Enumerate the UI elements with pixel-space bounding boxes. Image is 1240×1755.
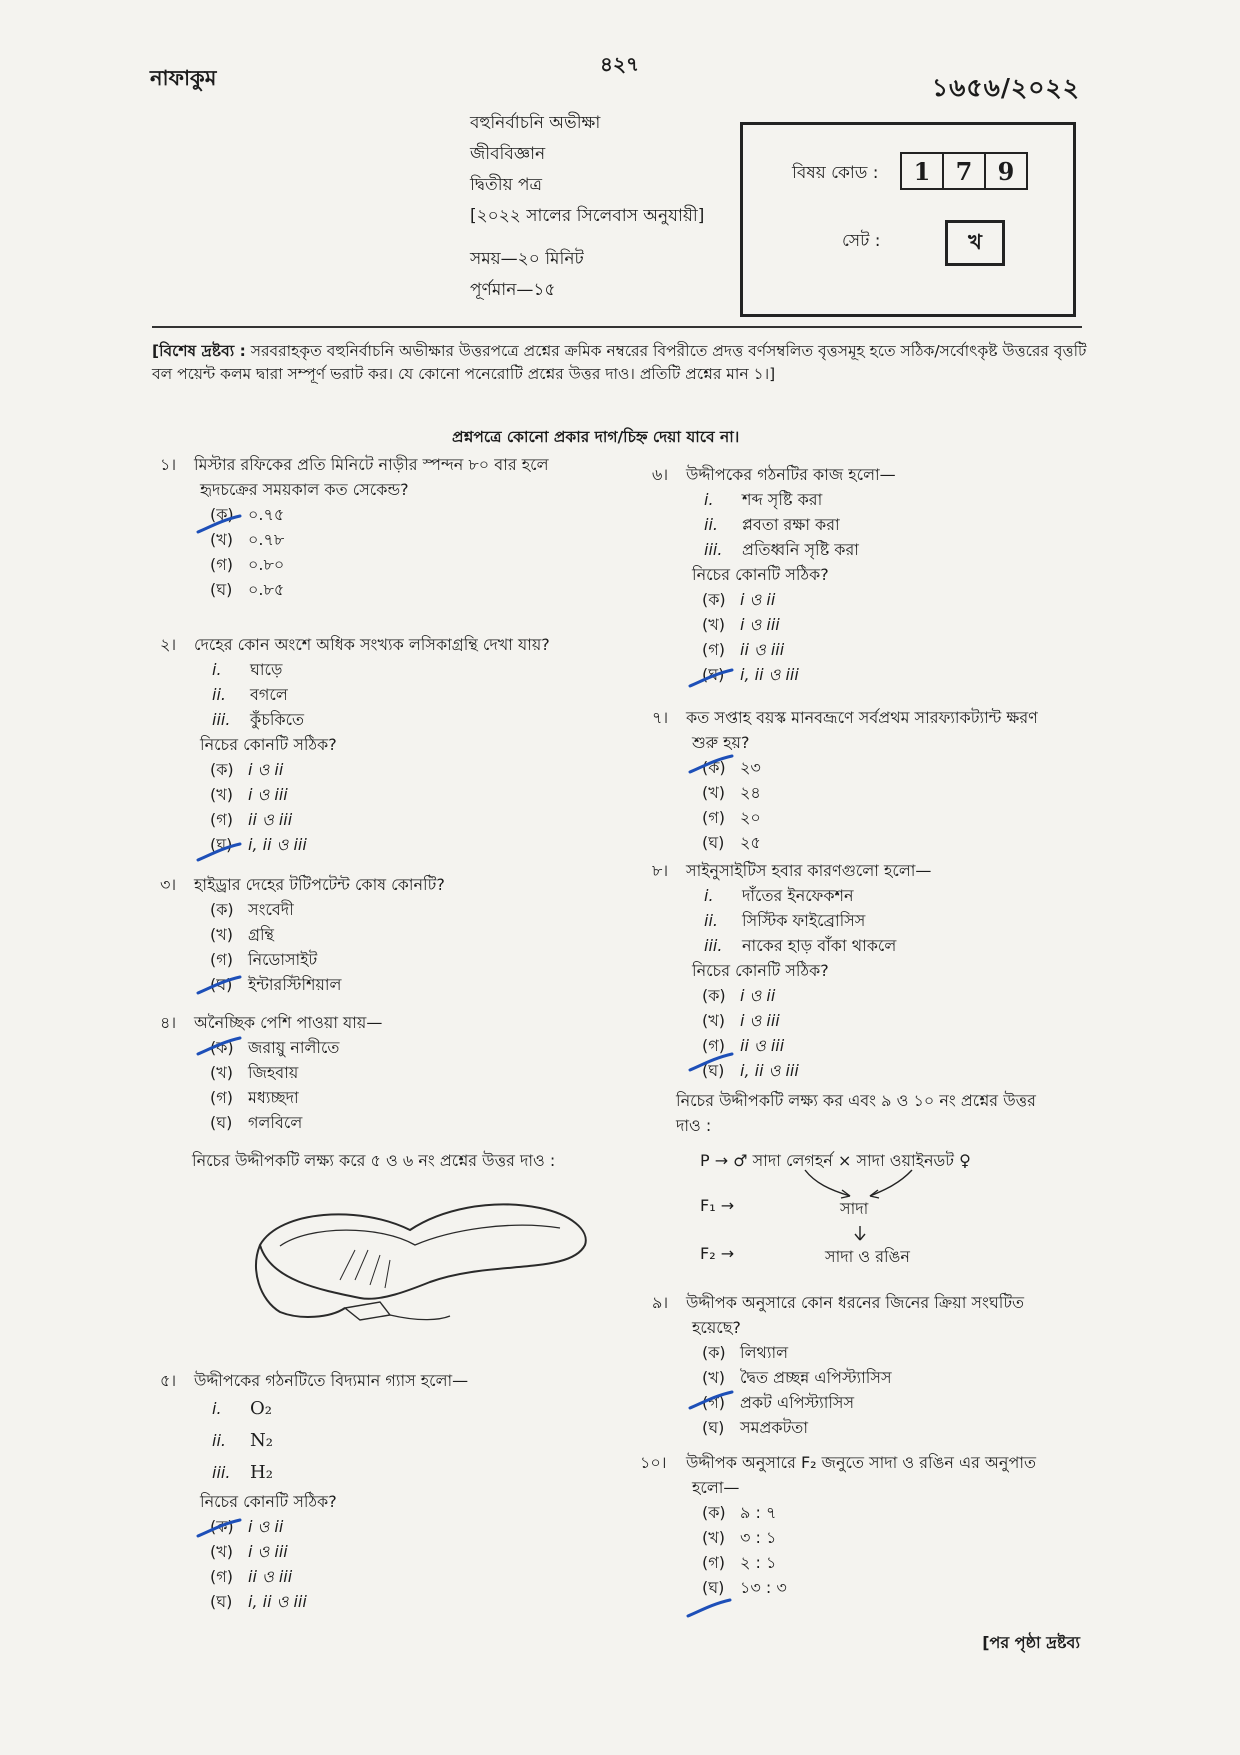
- which-correct: নিচের কোনটি সঠিক?: [200, 735, 337, 754]
- oesophagus-line: [390, 1315, 450, 1320]
- option-kha[interactable]: (খ) i ও iii: [702, 615, 780, 634]
- question-text: দেহের কোন অংশে অধিক সংখ্যক লসিকাগ্রন্থি দেখা যায়?: [194, 635, 550, 654]
- option-kha[interactable]: (খ) ৩ : ১: [702, 1528, 777, 1547]
- p-generation-label: P →: [700, 1151, 729, 1170]
- question-3: ৩। হাইড্রার দেহের টটিপটেন্ট কোষ কোনটি? (ক) সংবেদী (খ) গ্রন্থি (গ) নিডোসাইট (ঘ) ইন্টারস্টিশিয়াল: [160, 872, 600, 997]
- option-gha[interactable]: (ঘ) i, ii ও iii: [702, 665, 799, 684]
- duct-opening: [345, 1302, 390, 1320]
- option-ga[interactable]: (গ) ii ও iii: [210, 1567, 293, 1586]
- option-gha[interactable]: (ঘ) ১৩ : ৩: [702, 1578, 787, 1597]
- statement-i: i. শব্দ সৃষ্টি করা: [704, 490, 823, 509]
- option-ga[interactable]: (গ) ii ও iii: [702, 1036, 785, 1055]
- option-ka[interactable]: (ক) ৯ : ৭: [702, 1503, 777, 1522]
- option-ga[interactable]: (গ) মধ্যচ্ছদা: [210, 1088, 299, 1107]
- option-ka[interactable]: (ক) i ও ii: [210, 1517, 284, 1536]
- code-digit: 9: [997, 156, 1015, 186]
- question-text: হাইড্রার দেহের টটিপটেন্ট কোষ কোনটি?: [194, 875, 445, 894]
- statement-iii: iii. H₂: [212, 1462, 273, 1483]
- question-8: ৮। সাইনুসাইটিস হবার কারণগুলো হলো— i. দাঁতের ইনফেকশন ii. সিস্টিক ফাইব্রোসিস iii. নাকের হাড় বাঁকা থাকলে নিচের কোনটি সঠিক? (ক) i ও ii (খ) i ও iii (গ) ii ও iii (ঘ) i, ii ও iii: [652, 858, 1092, 1083]
- f2-label: F₂ →: [700, 1244, 735, 1263]
- option-gha[interactable]: (ঘ) ২৫: [702, 833, 761, 852]
- statement-i: i. ঘাড়ে: [212, 660, 283, 679]
- option-ga[interactable]: (গ) ii ও iii: [702, 640, 785, 659]
- question-text: অনৈচ্ছিক পেশি পাওয়া যায়—: [194, 1013, 383, 1032]
- question-text: উদ্দীপক অনুসারে কোন ধরনের জিনের ক্রিয়া সংঘটিত: [686, 1293, 1025, 1312]
- bladder-outline: [260, 1204, 586, 1298]
- option-ga[interactable]: (গ) প্রকট এপিস্ট্যাসিস: [702, 1393, 855, 1412]
- female-parent: সাদা ওয়াইনডট ♀: [856, 1151, 971, 1170]
- set-value: খ: [945, 220, 1005, 266]
- statement-iii: iii. নাকের হাড় বাঁকা থাকলে: [704, 936, 897, 955]
- male-parent: ♂ সাদা লেগহর্ন: [733, 1151, 833, 1170]
- f1-label: F₁ →: [700, 1196, 735, 1215]
- arrow-left: [805, 1170, 850, 1196]
- question-text: মিস্টার রফিকের প্রতি মিনিটে নাড়ীর স্পন্দন ৮০ বার হলে: [194, 455, 549, 474]
- option-kha[interactable]: (খ) ২৪: [702, 783, 761, 802]
- option-ga[interactable]: (গ) ২০: [702, 808, 761, 827]
- pneumatic-duct: [256, 1245, 345, 1317]
- option-gha[interactable]: (ঘ) i, ii ও iii: [210, 1592, 307, 1611]
- syllabus-note: [২০২২ সালের সিলেবাস অনুযায়ী]: [470, 206, 705, 226]
- option-ga[interactable]: (গ) ii ও iii: [210, 810, 293, 829]
- question-1: [160, 452, 600, 602]
- option-kha[interactable]: (খ) জিহবায়: [210, 1063, 299, 1082]
- option-ka[interactable]: (ক) ০.৭৫: [210, 505, 285, 524]
- swim-bladder-diagram: [240, 1190, 600, 1330]
- pen-mark-q10: [686, 1598, 732, 1620]
- option-gha[interactable]: (ঘ) ইন্টারস্টিশিয়াল: [210, 975, 342, 994]
- option-ka[interactable]: (ক) i ও ii: [702, 590, 776, 609]
- red-gland: [340, 1250, 390, 1288]
- option-ga[interactable]: (গ) নিডোসাইট: [210, 950, 318, 969]
- option-kha[interactable]: (খ) গ্রন্থি: [210, 925, 275, 944]
- subject-name: জীববিজ্ঞান: [470, 144, 546, 164]
- option-kha[interactable]: (খ) i ও iii: [210, 1542, 288, 1561]
- exam-time: সময়—২০ মিনিট: [470, 249, 584, 269]
- question-text: উদ্দীপকের গঠনটিতে বিদ্যমান গ্যাস হলো—: [194, 1371, 469, 1390]
- statement-ii: ii. সিস্টিক ফাইব্রোসিস: [704, 911, 866, 930]
- question-text: সাইনুসাইটিস হবার কারণগুলো হলো—: [686, 861, 932, 880]
- option-ka[interactable]: (ক) i ও ii: [210, 760, 284, 779]
- which-correct: নিচের কোনটি সঠিক?: [200, 1492, 337, 1511]
- question-9: ৯। উদ্দীপক অনুসারে কোন ধরনের জিনের ক্রিয়া সংঘটিত হয়েছে? (ক) লিথ্যাল (খ) দ্বৈত প্রচ্ছন্ন এপিস্ট্যাসিস (গ) প্রকট এপিস্ট্যাসিস (ঘ) সমপ্রকটতা: [652, 1290, 1092, 1440]
- option-kha[interactable]: (খ) ০.৭৮: [210, 530, 285, 549]
- exam-type: বহুনির্বাচনি অভীক্ষা: [470, 113, 601, 133]
- instructions-label: [বিশেষ দ্রষ্টব্য :: [152, 342, 246, 360]
- instructions-text: সরবরাহকৃত বহুনির্বাচনি অভীক্ষার উত্তরপত্রে প্রশ্নের ক্রমিক নম্বরের বিপরীতে প্রদত্ত বর্ণসম্বলিত বৃত্তসমূহ হতে সঠিক/সর্বোৎকৃষ্ট উত্তরের বৃত্তটি বল পয়েন্ট কলম দ্বারা সম্পূর্ণ ভরাট কর। যে কোনো পনেরোটি প্রশ্নের উত্তর দাও। প্রতিটি প্রশ্নের মান ১।]: [152, 342, 1087, 383]
- option-gha[interactable]: (ঘ) i, ii ও iii: [702, 1061, 799, 1080]
- paper-name: দ্বিতীয় পত্র: [470, 175, 543, 195]
- option-ka[interactable]: (ক) লিথ্যাল: [702, 1343, 789, 1362]
- set-label: সেট :: [842, 231, 881, 251]
- question-text-cont: হৃদচক্রের সময়কাল কত সেকেন্ড?: [200, 480, 409, 499]
- cross-symbol: ×: [837, 1151, 852, 1170]
- question-4: ৪। অনৈচ্ছিক পেশি পাওয়া যায়— (ক) জরায়ু নালীতে (খ) জিহবায় (গ) মধ্যচ্ছদা (ঘ) গলবিলে: [160, 1010, 600, 1135]
- statement-ii: ii. প্লবতা রক্ষা করা: [704, 515, 840, 534]
- statement-ii: ii. N₂: [212, 1430, 273, 1451]
- option-ga[interactable]: (গ) ২ : ১: [702, 1553, 777, 1572]
- header-divider: [152, 326, 1082, 328]
- code-digit: 1: [902, 154, 944, 188]
- option-gha[interactable]: (ঘ) সমপ্রকটতা: [702, 1418, 808, 1437]
- special-instructions: [152, 340, 1087, 386]
- question-6: ৬। উদ্দীপকের গঠনটির কাজ হলো— i. শব্দ সৃষ্টি করা ii. প্লবতা রক্ষা করা iii. প্রতিধ্বনি সৃষ্টি করা নিচের কোনটি সঠিক? (ক) i ও ii (খ) i ও iii (গ) ii ও iii (ঘ) i, ii ও iii: [652, 462, 1092, 687]
- option-ga[interactable]: (গ) ০.৮০: [210, 555, 285, 574]
- subject-code-digits: [900, 152, 1028, 190]
- question-2: ২। দেহের কোন অংশে অধিক সংখ্যক লসিকাগ্রন্থি দেখা যায়? i. ঘাড়ে ii. বগলে iii. কুঁচকিতে নিচের কোনটি সঠিক? (ক) i ও ii (খ) i ও iii (গ) ii ও iii (ঘ) i, ii ও iii: [160, 632, 600, 857]
- exam-title-block: [470, 115, 704, 313]
- full-marks: পূর্ণমান—১৫: [470, 280, 556, 300]
- which-correct: নিচের কোনটি সঠিক?: [692, 565, 829, 584]
- option-kha[interactable]: (খ) i ও iii: [210, 785, 288, 804]
- statement-iii: iii. কুঁচকিতে: [212, 710, 305, 729]
- question-number: ১।: [160, 455, 177, 474]
- question-text-cont: হয়েছে?: [692, 1318, 741, 1337]
- question-text: উদ্দীপক অনুসারে F₂ জনুতে সাদা ও রঙিন এর অনুপাত: [686, 1453, 1036, 1472]
- option-gha[interactable]: (ঘ) i, ii ও iii: [210, 835, 307, 854]
- question-text-cont: শুরু হয়?: [692, 733, 750, 752]
- no-mark-warning: প্রশ্নপত্রে কোনো প্রকার দাগ/চিহ্ন দেয়া যাবে না।: [452, 428, 740, 446]
- board-name: নাফাকুম: [150, 66, 217, 90]
- stimulus-instruction-9-10: নিচের উদ্দীপকটি লক্ষ্য কর এবং ৯ ও ১০ নং প্রশ্নের উত্তর দাও :: [676, 1091, 1036, 1135]
- option-ka[interactable]: (ক) ২৩: [702, 758, 761, 777]
- statement-ii: ii. বগলে: [212, 685, 288, 704]
- statement-i: i. দাঁতের ইনফেকশন: [704, 886, 854, 905]
- paper-id: ১৬৫৬/২০২২: [931, 73, 1080, 102]
- f1-result: সাদা: [840, 1199, 869, 1218]
- next-page-note: [পর পৃষ্ঠা দ্রষ্টব্য: [982, 1633, 1080, 1652]
- option-ka[interactable]: (ক) জরায়ু নালীতে: [210, 1038, 340, 1057]
- statement-i: i. O₂: [212, 1398, 272, 1419]
- question-text: কত সপ্তাহ বয়স্ক মানবভ্রূণে সর্বপ্রথম সারফ্যাকট্যান্ট ক্ষরণ: [686, 708, 1038, 727]
- genetic-cross-diagram: [700, 1148, 1100, 1268]
- f2-result: সাদা ও রঙিন: [825, 1247, 910, 1266]
- question-10: ১০। উদ্দীপক অনুসারে F₂ জনুতে সাদা ও রঙিন এর অনুপাত হলো— (ক) ৯ : ৭ (খ) ৩ : ১ (গ) ২ : ১ (ঘ) ১৩ : ৩: [640, 1450, 1080, 1600]
- option-kha[interactable]: (খ) দ্বৈত প্রচ্ছন্ন এপিস্ট্যাসিস: [702, 1368, 892, 1387]
- which-correct: নিচের কোনটি সঠিক?: [692, 961, 829, 980]
- question-5: ৫। উদ্দীপকের গঠনটিতে বিদ্যমান গ্যাস হলো— i. O₂ ii. N₂ iii. H₂ নিচের কোনটি সঠিক? (ক) i ও ii (খ) i ও iii (গ) ii ও iii (ঘ) i, ii ও iii: [160, 1368, 600, 1614]
- subject-code-label: বিষয় কোড :: [792, 163, 879, 183]
- option-gha[interactable]: (ঘ) গলবিলে: [210, 1113, 303, 1132]
- page-number: ৪২৭: [600, 52, 639, 76]
- stimulus-instruction-5-6: নিচের উদ্দীপকটি লক্ষ্য করে ৫ ও ৬ নং প্রশ্নের উত্তর দাও :: [192, 1151, 556, 1170]
- option-gha[interactable]: (ঘ) ০.৮৫: [210, 580, 285, 599]
- bladder-inner-line: [280, 1225, 560, 1246]
- question-text: উদ্দীপকের গঠনটির কাজ হলো—: [686, 465, 896, 484]
- question-7: ৭। কত সপ্তাহ বয়স্ক মানবভ্রূণে সর্বপ্রথম সারফ্যাকট্যান্ট ক্ষরণ শুরু হয়? (ক) ২৩ (খ) ২৪ (গ) ২০ (ঘ) ২৫: [652, 705, 1092, 855]
- question-text-cont: হলো—: [692, 1478, 740, 1497]
- statement-iii: iii. প্রতিধ্বনি সৃষ্টি করা: [704, 540, 859, 559]
- option-ka[interactable]: (ক) সংবেদী: [210, 900, 294, 919]
- option-ka[interactable]: (ক) i ও ii: [702, 986, 776, 1005]
- code-digit: 7: [944, 154, 986, 188]
- option-kha[interactable]: (খ) i ও iii: [702, 1011, 780, 1030]
